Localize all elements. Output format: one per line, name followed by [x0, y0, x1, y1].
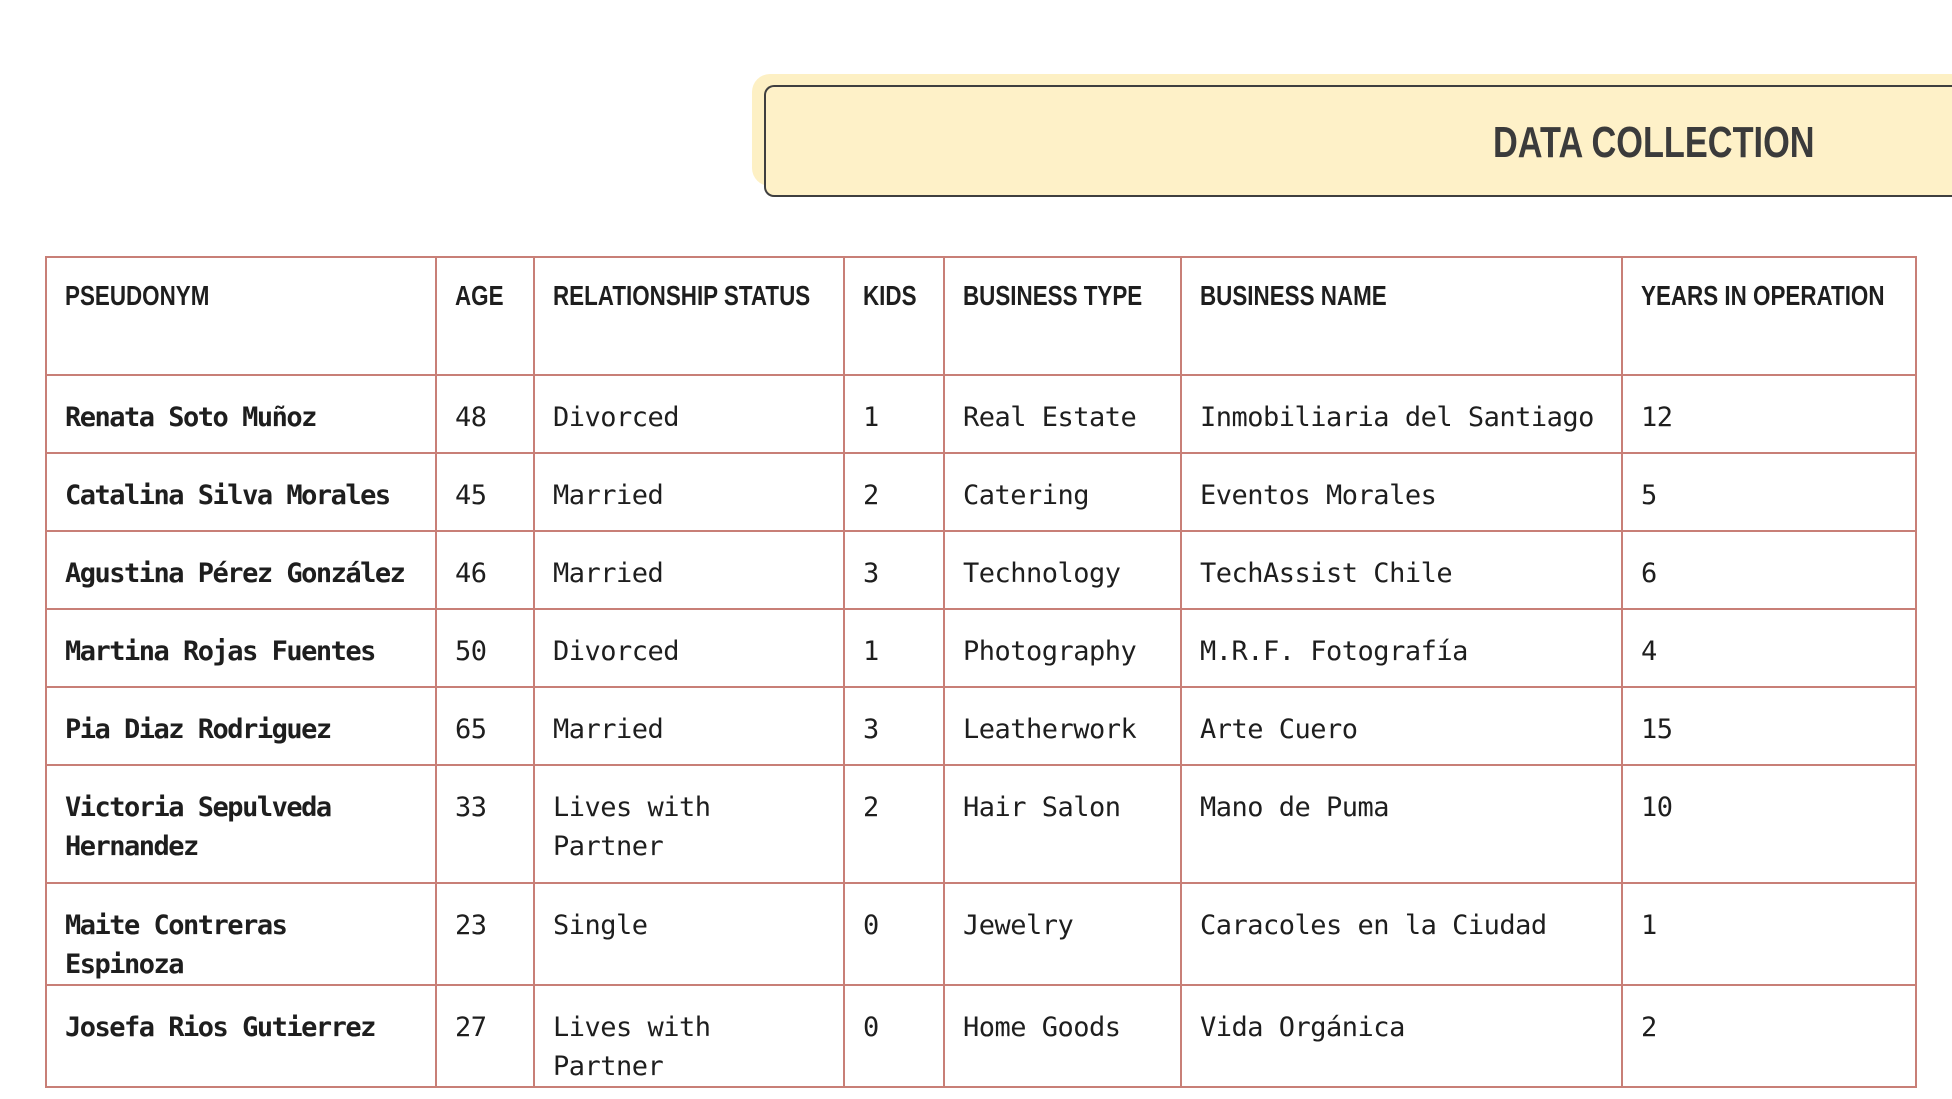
table-row — [46, 687, 1916, 765]
cell-age: 46 — [436, 531, 534, 609]
cell-business-type: Real Estate — [944, 375, 1181, 453]
cell-pseudonym: Renata Soto Muñoz — [46, 375, 436, 453]
cell-pseudonym: Martina Rojas Fuentes — [46, 609, 436, 687]
cell-business-name: Inmobiliaria del Santiago — [1181, 375, 1622, 453]
cell-years-in-operation: 15 — [1622, 687, 1916, 765]
cell-pseudonym: Victoria Sepulveda Hernandez — [46, 765, 436, 883]
cell-relationship-status: Divorced — [534, 375, 844, 453]
page-title: DATA COLLECTION — [1493, 118, 1815, 167]
cell-years-in-operation: 10 — [1622, 765, 1916, 883]
cell-kids: 3 — [844, 531, 944, 609]
column-header-years-in-operation: YEARS IN OPERATION — [1622, 257, 1916, 375]
cell-relationship-status: Single — [534, 883, 844, 985]
cell-years-in-operation: 2 — [1622, 985, 1916, 1087]
cell-kids: 0 — [844, 985, 944, 1087]
cell-relationship-status: Lives with Partner — [534, 985, 844, 1087]
cell-kids: 2 — [844, 765, 944, 883]
table-row — [46, 531, 1916, 609]
cell-age: 48 — [436, 375, 534, 453]
cell-relationship-status: Married — [534, 687, 844, 765]
table-header-row — [46, 257, 1916, 375]
cell-business-name: Eventos Morales — [1181, 453, 1622, 531]
cell-business-name: Caracoles en la Ciudad — [1181, 883, 1622, 985]
cell-age: 50 — [436, 609, 534, 687]
cell-pseudonym: Agustina Pérez González — [46, 531, 436, 609]
cell-business-type: Leatherwork — [944, 687, 1181, 765]
cell-years-in-operation: 5 — [1622, 453, 1916, 531]
cell-kids: 0 — [844, 883, 944, 985]
cell-relationship-status: Married — [534, 531, 844, 609]
table-row — [46, 883, 1916, 985]
column-header-kids: KIDS — [844, 257, 944, 375]
cell-kids: 1 — [844, 609, 944, 687]
cell-age: 65 — [436, 687, 534, 765]
cell-relationship-status: Married — [534, 453, 844, 531]
data-collection-table — [45, 256, 1917, 1088]
cell-business-type: Home Goods — [944, 985, 1181, 1087]
table-row — [46, 765, 1916, 883]
cell-pseudonym: Catalina Silva Morales — [46, 453, 436, 531]
table-row — [46, 453, 1916, 531]
table-row — [46, 985, 1916, 1087]
cell-business-name: M.R.F. Fotografía — [1181, 609, 1622, 687]
cell-business-name: Arte Cuero — [1181, 687, 1622, 765]
column-header-relationship-status: RELATIONSHIP STATUS — [534, 257, 844, 375]
cell-kids: 1 — [844, 375, 944, 453]
cell-business-name: TechAssist Chile — [1181, 531, 1622, 609]
cell-kids: 2 — [844, 453, 944, 531]
cell-years-in-operation: 6 — [1622, 531, 1916, 609]
cell-years-in-operation: 12 — [1622, 375, 1916, 453]
column-header-business-type: BUSINESS TYPE — [944, 257, 1181, 375]
cell-age: 33 — [436, 765, 534, 883]
cell-pseudonym: Pia Diaz Rodriguez — [46, 687, 436, 765]
cell-business-type: Technology — [944, 531, 1181, 609]
cell-business-type: Catering — [944, 453, 1181, 531]
table-row — [46, 375, 1916, 453]
table-row — [46, 609, 1916, 687]
cell-business-type: Hair Salon — [944, 765, 1181, 883]
column-header-business-name: BUSINESS NAME — [1181, 257, 1622, 375]
cell-pseudonym: Josefa Rios Gutierrez — [46, 985, 436, 1087]
cell-kids: 3 — [844, 687, 944, 765]
cell-business-name: Vida Orgánica — [1181, 985, 1622, 1087]
cell-age: 45 — [436, 453, 534, 531]
cell-business-type: Photography — [944, 609, 1181, 687]
cell-relationship-status: Divorced — [534, 609, 844, 687]
cell-age: 23 — [436, 883, 534, 985]
cell-relationship-status: Lives with Partner — [534, 765, 844, 883]
cell-business-name: Mano de Puma — [1181, 765, 1622, 883]
column-header-pseudonym: PSEUDONYM — [46, 257, 436, 375]
cell-business-type: Jewelry — [944, 883, 1181, 985]
cell-years-in-operation: 1 — [1622, 883, 1916, 985]
cell-years-in-operation: 4 — [1622, 609, 1916, 687]
cell-age: 27 — [436, 985, 534, 1087]
cell-pseudonym: Maite Contreras Espinoza — [46, 883, 436, 985]
column-header-age: AGE — [436, 257, 534, 375]
